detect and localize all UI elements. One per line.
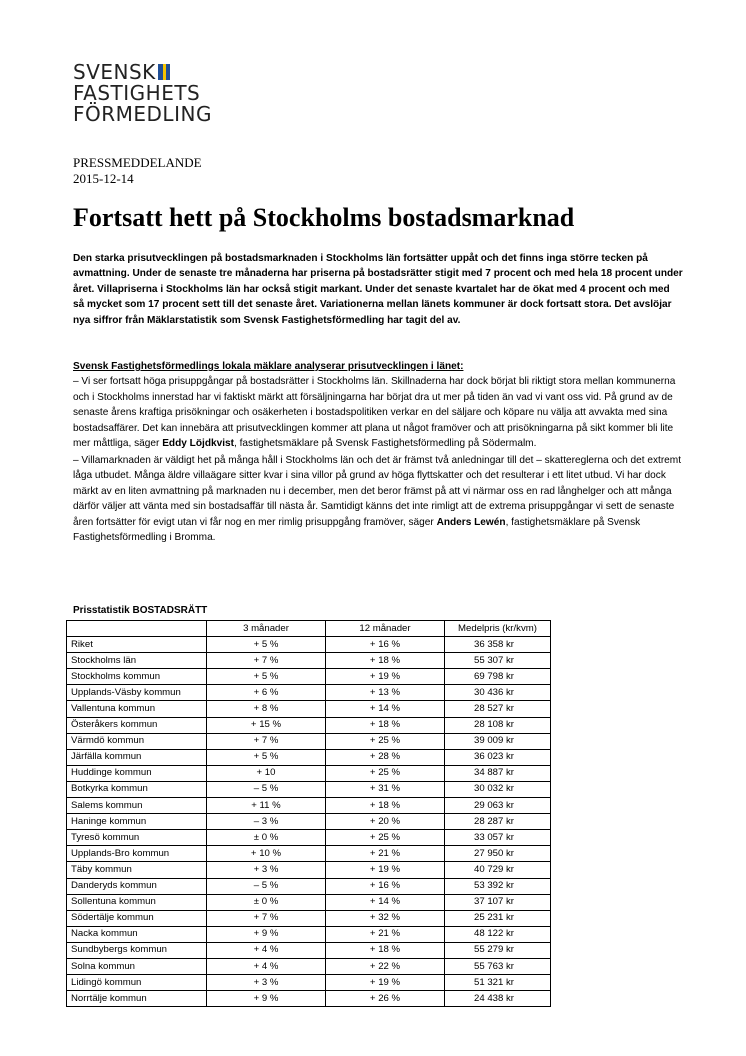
change-12m-cell: + 18 %: [326, 942, 445, 958]
avg-price-cell: 55 279 kr: [445, 942, 551, 958]
avg-price-cell: 30 032 kr: [445, 781, 551, 797]
change-3m-cell: + 5 %: [207, 669, 326, 685]
change-12m-cell: + 32 %: [326, 910, 445, 926]
change-12m-cell: + 21 %: [326, 926, 445, 942]
table-row: [67, 685, 551, 701]
change-3m-cell: + 6 %: [207, 685, 326, 701]
broker-analysis-section: [73, 359, 683, 451]
quote-2-tail: , fastighetsmäklare på Svensk Fastighetsförmedling i Bromma.: [73, 516, 641, 544]
avg-price-cell: 24 438 kr: [445, 991, 551, 1007]
avg-price-cell: 27 950 kr: [445, 846, 551, 862]
change-3m-cell: + 7 %: [207, 910, 326, 926]
avg-price-cell: 39 009 kr: [445, 733, 551, 749]
change-3m-cell: + 3 %: [207, 975, 326, 991]
quote-2-text: – Villamarknaden är väldigt het på många håll i Stockholms län och det är främst två anledningar till det – skattereglerna och det extremt låga utbudet. Många äldre villaägare sitter kvar i sina villor på grund av höga flyttskatter och det resulterar i ett litet utbud. Vi har dock märkt av en liten avmattning på marknaden nu i december, men det beror främst på att vi närmar oss en rad långhelger och att många därför väljer att vänta med sin bostadsaffär till nästa år. Samtidigt känns det inte rimligt att de extrema prisuppgångar vi sett de senaste åren fortsätter för evigt utan vi får nog en mer rimlig prisuppgång framöver, säger: [73, 455, 682, 528]
table-row: [67, 846, 551, 862]
region-cell: Lidingö kommun: [67, 975, 207, 991]
table-row: [67, 701, 551, 717]
table-row: [67, 862, 551, 878]
avg-price-cell: 36 023 kr: [445, 749, 551, 765]
change-12m-cell: + 25 %: [326, 830, 445, 846]
change-3m-cell: ± 0 %: [207, 894, 326, 910]
header-region: [67, 621, 207, 637]
table-row: [67, 814, 551, 830]
avg-price-cell: 37 107 kr: [445, 894, 551, 910]
table-header-row: [67, 621, 551, 637]
region-cell: Österåkers kommun: [67, 717, 207, 733]
table-row: [67, 749, 551, 765]
change-12m-cell: + 22 %: [326, 958, 445, 974]
change-3m-cell: + 7 %: [207, 653, 326, 669]
table-row: [67, 637, 551, 653]
region-cell: Järfälla kommun: [67, 749, 207, 765]
region-cell: Solna kommun: [67, 958, 207, 974]
avg-price-cell: 30 436 kr: [445, 685, 551, 701]
change-12m-cell: + 18 %: [326, 798, 445, 814]
region-cell: Värmdö kommun: [67, 733, 207, 749]
table-row: [67, 798, 551, 814]
change-3m-cell: + 4 %: [207, 942, 326, 958]
avg-price-cell: 55 307 kr: [445, 653, 551, 669]
region-cell: Norrtälje kommun: [67, 991, 207, 1007]
region-cell: Danderyds kommun: [67, 878, 207, 894]
change-3m-cell: + 11 %: [207, 798, 326, 814]
avg-price-cell: 40 729 kr: [445, 862, 551, 878]
header-3-months: 3 månader: [207, 621, 326, 637]
avg-price-cell: 25 231 kr: [445, 910, 551, 926]
region-cell: Vallentuna kommun: [67, 701, 207, 717]
region-cell: Botkyrka kommun: [67, 781, 207, 797]
change-12m-cell: + 19 %: [326, 975, 445, 991]
quote-1-tail: , fastighetsmäklare på Svensk Fastighetsförmedling på Södermalm.: [234, 438, 537, 450]
avg-price-cell: 51 321 kr: [445, 975, 551, 991]
avg-price-cell: 28 287 kr: [445, 814, 551, 830]
change-3m-cell: + 9 %: [207, 926, 326, 942]
change-3m-cell: + 5 %: [207, 749, 326, 765]
avg-price-cell: 55 763 kr: [445, 958, 551, 974]
region-cell: Täby kommun: [67, 862, 207, 878]
table-title: Prisstatistik BOSTADSRÄTT: [73, 605, 208, 616]
change-12m-cell: + 18 %: [326, 653, 445, 669]
avg-price-cell: 28 527 kr: [445, 701, 551, 717]
change-3m-cell: + 10 %: [207, 846, 326, 862]
table-row: [67, 894, 551, 910]
region-cell: Tyresö kommun: [67, 830, 207, 846]
table-row: [67, 717, 551, 733]
region-cell: Salems kommun: [67, 798, 207, 814]
region-cell: Haninge kommun: [67, 814, 207, 830]
avg-price-cell: 48 122 kr: [445, 926, 551, 942]
header-average-price: Medelpris (kr/kvm): [445, 621, 551, 637]
change-12m-cell: + 31 %: [326, 781, 445, 797]
region-cell: Upplands-Väsby kommun: [67, 685, 207, 701]
table-body: [67, 637, 551, 1007]
change-12m-cell: + 28 %: [326, 749, 445, 765]
change-3m-cell: + 9 %: [207, 991, 326, 1007]
change-3m-cell: + 15 %: [207, 717, 326, 733]
logo-line-1: SVENSK: [73, 62, 212, 83]
change-3m-cell: + 4 %: [207, 958, 326, 974]
avg-price-cell: 34 887 kr: [445, 765, 551, 781]
table-row: [67, 975, 551, 991]
change-3m-cell: – 5 %: [207, 878, 326, 894]
page-title: Fortsatt hett på Stockholms bostadsmarknad: [73, 203, 575, 232]
region-cell: Stockholms kommun: [67, 669, 207, 685]
change-3m-cell: ± 0 %: [207, 830, 326, 846]
change-12m-cell: + 13 %: [326, 685, 445, 701]
avg-price-cell: 28 108 kr: [445, 717, 551, 733]
avg-price-cell: 29 063 kr: [445, 798, 551, 814]
logo-line-3: FÖRMEDLING: [73, 102, 212, 126]
change-3m-cell: + 8 %: [207, 701, 326, 717]
quote-2-name: Anders Lewén: [436, 516, 506, 528]
region-cell: Riket: [67, 637, 207, 653]
table-row: [67, 910, 551, 926]
press-label: PRESSMEDDELANDE: [73, 155, 202, 170]
change-12m-cell: + 26 %: [326, 991, 445, 1007]
lead-paragraph: Den starka prisutvecklingen på bostadsmarknaden i Stockholms län fortsätter uppåt och det finns inga större tecken på avmattning. Under de senaste tre månaderna har priserna på bostadsrätter stigit med 7 procent och med hela 18 procent under året. Villapriserna i Stockholms län har också stigit markant. Under det senaste kvartalet har de ökat med 4 procent och med så mycket som 17 procent sett till det senaste året. Variationerna mellan länets kommuner är dock fortsatt stora. Det avslöjar nya siffror från Mäklarstatistik som Svensk Fastighetsförmedling har tagit del av.: [73, 253, 683, 326]
region-cell: Stockholms län: [67, 653, 207, 669]
change-12m-cell: + 14 %: [326, 701, 445, 717]
table-row: [67, 942, 551, 958]
change-3m-cell: – 5 %: [207, 781, 326, 797]
price-statistics-table: [66, 620, 551, 1007]
company-logo: [73, 62, 212, 125]
change-12m-cell: + 16 %: [326, 878, 445, 894]
change-12m-cell: + 16 %: [326, 637, 445, 653]
change-3m-cell: + 7 %: [207, 733, 326, 749]
change-12m-cell: + 25 %: [326, 733, 445, 749]
change-12m-cell: + 21 %: [326, 846, 445, 862]
change-3m-cell: + 5 %: [207, 637, 326, 653]
avg-price-cell: 53 392 kr: [445, 878, 551, 894]
table-row: [67, 926, 551, 942]
table-row: [67, 733, 551, 749]
table-row: [67, 765, 551, 781]
change-3m-cell: + 3 %: [207, 862, 326, 878]
table-row: [67, 878, 551, 894]
quote-2-paragraph: [73, 453, 683, 545]
swedish-flag-icon: [158, 64, 170, 80]
header-12-months: 12 månader: [326, 621, 445, 637]
change-12m-cell: + 19 %: [326, 669, 445, 685]
region-cell: Sundbybergs kommun: [67, 942, 207, 958]
table-row: [67, 781, 551, 797]
change-3m-cell: + 10: [207, 765, 326, 781]
change-12m-cell: + 25 %: [326, 765, 445, 781]
region-cell: Nacka kommun: [67, 926, 207, 942]
quote-1-name: Eddy Löjdkvist: [162, 438, 234, 450]
table-row: [67, 653, 551, 669]
change-12m-cell: + 19 %: [326, 862, 445, 878]
table-row: [67, 669, 551, 685]
avg-price-cell: 69 798 kr: [445, 669, 551, 685]
region-cell: Sollentuna kommun: [67, 894, 207, 910]
change-3m-cell: – 3 %: [207, 814, 326, 830]
region-cell: Huddinge kommun: [67, 765, 207, 781]
region-cell: Södertälje kommun: [67, 910, 207, 926]
quote-1-text: – Vi ser fortsatt höga prisuppgångar på bostadsrätter i Stockholms län. Skillnaderna har dock börjat bli riktigt stora mellan kommunerna och i Stockholms innerstad har vi faktiskt märkt att försäljningarna har börjat dra ut mer på tiden än vad vi vant oss vid. På grund av de senaste årens kraftiga prisökningar och osäkerheten i bostadspolitiken verkar en del säljare och köpare nu välja att avvakta med sina bostadsaffärer. Det kan innebära att prisutvecklingen kommer att plana ut något framöver och att prisökningarna på sikt kommer bli lite mer måttliga, säger: [73, 376, 676, 450]
change-12m-cell: + 20 %: [326, 814, 445, 830]
table-row: [67, 958, 551, 974]
press-date: 2015-12-14: [73, 171, 134, 186]
avg-price-cell: 36 358 kr: [445, 637, 551, 653]
table-row: [67, 991, 551, 1007]
press-header: [73, 155, 202, 187]
region-cell: Upplands-Bro kommun: [67, 846, 207, 862]
section-heading: Svensk Fastighetsförmedlings lokala mäklare analyserar prisutvecklingen i länet:: [73, 361, 464, 372]
change-12m-cell: + 18 %: [326, 717, 445, 733]
logo-line-2: FASTIGHETS: [73, 81, 201, 105]
change-12m-cell: + 14 %: [326, 894, 445, 910]
table-row: [67, 830, 551, 846]
avg-price-cell: 33 057 kr: [445, 830, 551, 846]
